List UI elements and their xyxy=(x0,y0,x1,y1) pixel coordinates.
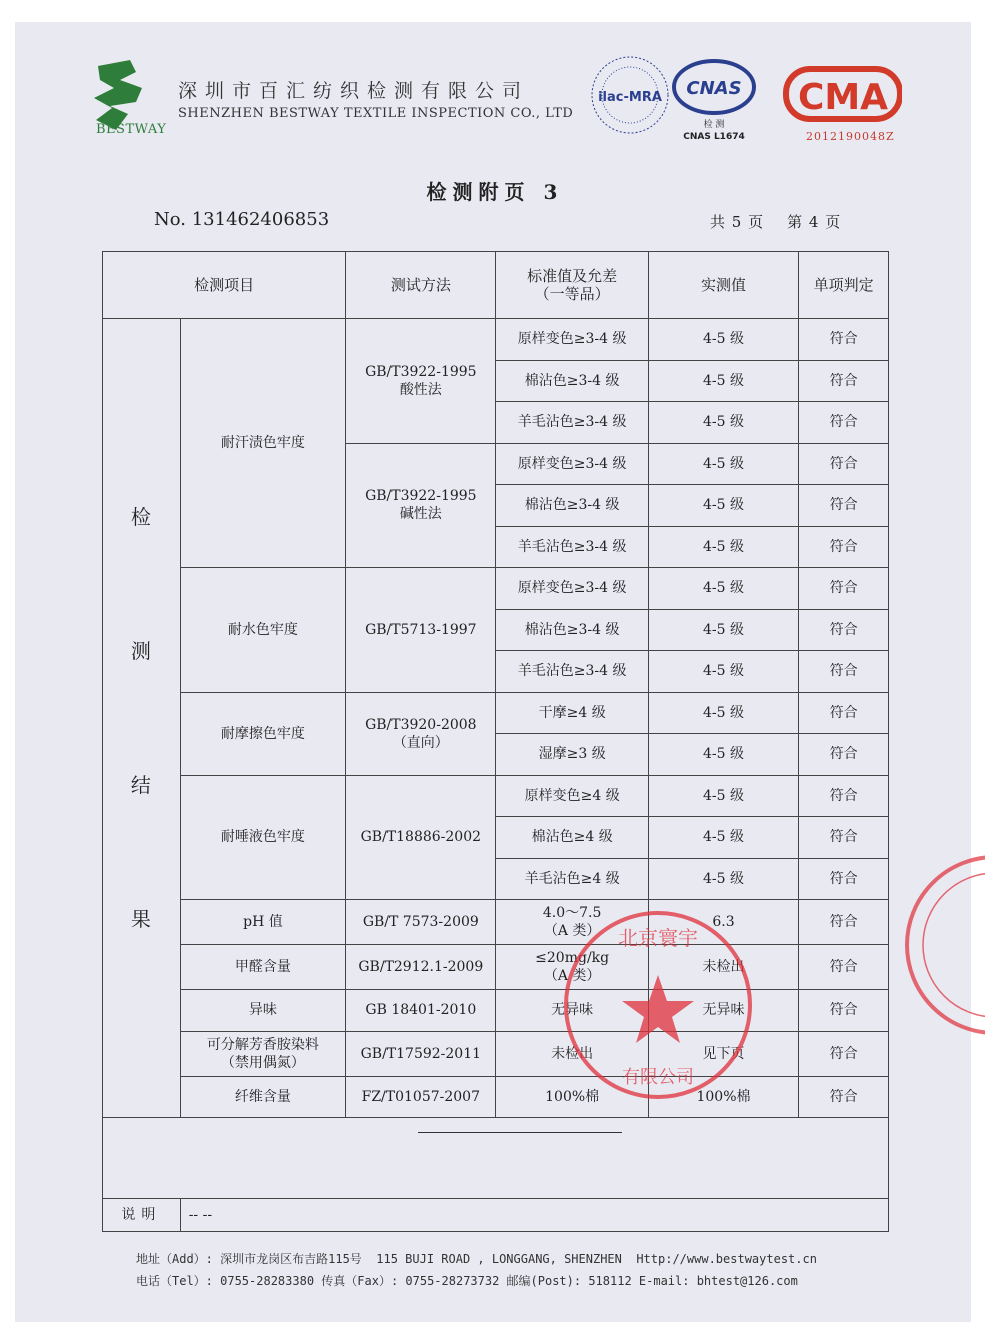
value-cell: 4-5 级 xyxy=(648,817,798,859)
section-char: 检 xyxy=(130,505,152,529)
end-divider xyxy=(418,1132,622,1133)
page-count: 共 5 页 第 4 页 xyxy=(710,213,842,231)
ilac-text: ilac-MRA xyxy=(598,90,662,105)
table-row xyxy=(103,1031,889,1076)
standard-cell: 羊毛沾色≥3-4 级 xyxy=(496,402,648,444)
header-judgement: 单项判定 xyxy=(799,252,889,319)
standard-cell: 原样变色≥4 级 xyxy=(496,775,648,817)
value-cell: 4-5 级 xyxy=(648,485,798,527)
header-item: 检测项目 xyxy=(103,252,346,319)
item-odor: 异味 xyxy=(180,990,345,1032)
value-cell: 无异味 xyxy=(648,990,798,1032)
result-cell: 符合 xyxy=(799,319,889,361)
result-cell: 符合 xyxy=(799,402,889,444)
item-azo: 可分解芳香胺染料 （禁用偶氮） xyxy=(180,1031,345,1076)
header-standard-text: 标准值及允差 （一等品） xyxy=(527,267,618,303)
section-char: 结 xyxy=(130,773,152,797)
header-standard xyxy=(496,252,648,319)
method-sweat-acid: GB/T3922-1995 酸性法 xyxy=(346,319,496,444)
standard-cell: 未检出 xyxy=(496,1031,648,1076)
standard-cell: 羊毛沾色≥3-4 级 xyxy=(496,651,648,693)
table-row xyxy=(103,1076,889,1118)
table-header-row xyxy=(103,252,889,319)
result-cell: 符合 xyxy=(799,443,889,485)
company-stamp xyxy=(548,905,768,1105)
item-saliva: 耐唾液色牢度 xyxy=(180,775,345,900)
value-cell: 6.3 xyxy=(648,900,798,945)
cnas-sub: 检 测 xyxy=(703,120,725,130)
table-row xyxy=(103,692,889,734)
value-cell: 4-5 级 xyxy=(648,319,798,361)
notes-label: 说明 xyxy=(103,1199,181,1232)
result-cell: 符合 xyxy=(799,692,889,734)
standard-cell: 100%棉 xyxy=(496,1076,648,1118)
notes-value: -- -- xyxy=(180,1199,888,1232)
item-rub: 耐摩擦色牢度 xyxy=(180,692,345,775)
table-row xyxy=(103,945,889,990)
ilac-mra-icon xyxy=(592,57,668,133)
method-odor: GB 18401-2010 xyxy=(346,990,496,1032)
table-row xyxy=(103,568,889,610)
value-cell: 4-5 级 xyxy=(648,651,798,693)
result-cell: 符合 xyxy=(799,526,889,568)
standard-cell: 棉沾色≥3-4 级 xyxy=(496,485,648,527)
standard-cell: 湿摩≥3 级 xyxy=(496,734,648,776)
value-cell: 4-5 级 xyxy=(648,609,798,651)
method-ph: GB/T 7573-2009 xyxy=(346,900,496,945)
method-sweat-alkaline: GB/T3922-1995 碱性法 xyxy=(346,443,496,568)
value-cell: 4-5 级 xyxy=(648,360,798,402)
header-measured: 实测值 xyxy=(648,252,798,319)
item-fiber: 纤维含量 xyxy=(180,1076,345,1118)
method-formaldehyde: GB/T2912.1-2009 xyxy=(346,945,496,990)
table-row xyxy=(103,319,889,361)
value-cell: 100%棉 xyxy=(648,1076,798,1118)
result-cell: 符合 xyxy=(799,858,889,900)
result-cell: 符合 xyxy=(799,734,889,776)
standard-cell: 原样变色≥3-4 级 xyxy=(496,568,648,610)
blank-row xyxy=(103,1118,889,1199)
report-number: No. 131462406853 xyxy=(154,209,330,230)
company-name-cn: 深圳市百汇纺织检测有限公司 xyxy=(178,80,530,102)
result-cell: 符合 xyxy=(799,485,889,527)
page-title: 检测附页 3 xyxy=(426,180,564,204)
section-label xyxy=(103,319,181,1118)
result-cell: 符合 xyxy=(799,360,889,402)
company-name-en: SHENZHEN BESTWAY TEXTILE INSPECTION CO., LTD xyxy=(178,106,574,121)
table-row xyxy=(103,775,889,817)
footer-address: 地址（Add）: 深圳市龙岗区布吉路115号 115 BUJI ROAD , LONGGANG, SHENZHEN Http://www.bestwaytest.cn xyxy=(136,1252,817,1266)
standard-cell: ≤20mg/kg （A 类） xyxy=(496,945,648,990)
value-cell: 未检出 xyxy=(648,945,798,990)
table-row xyxy=(103,990,889,1032)
logo-text: BESTWAY xyxy=(96,122,167,137)
table-row xyxy=(103,900,889,945)
standard-cell: 棉沾色≥3-4 级 xyxy=(496,609,648,651)
standard-cell: 羊毛沾色≥3-4 级 xyxy=(496,526,648,568)
value-cell: 4-5 级 xyxy=(648,402,798,444)
notes-row xyxy=(103,1199,889,1232)
stamp-text-top: 北京寰宇 xyxy=(618,926,698,950)
standard-cell: 无异味 xyxy=(496,990,648,1032)
result-cell: 符合 xyxy=(799,945,889,990)
cma-icon xyxy=(786,69,900,119)
standard-cell: 原样变色≥3-4 级 xyxy=(496,319,648,361)
value-cell: 4-5 级 xyxy=(648,775,798,817)
value-cell: 4-5 级 xyxy=(648,692,798,734)
value-cell: 4-5 级 xyxy=(648,734,798,776)
item-sweat: 耐汗渍色牢度 xyxy=(180,319,345,568)
standard-cell: 羊毛沾色≥4 级 xyxy=(496,858,648,900)
result-cell: 符合 xyxy=(799,609,889,651)
method-fiber: FZ/T01057-2007 xyxy=(346,1076,496,1118)
standard-cell: 棉沾色≥3-4 级 xyxy=(496,360,648,402)
value-cell: 4-5 级 xyxy=(648,858,798,900)
item-ph: pH 值 xyxy=(180,900,345,945)
section-char: 测 xyxy=(130,639,152,663)
result-cell: 符合 xyxy=(799,1076,889,1118)
method-saliva: GB/T18886-2002 xyxy=(346,775,496,900)
stamp-text-bottom: 有限公司 xyxy=(622,1067,694,1088)
footer-contact: 电话（Tel）: 0755-28283380 传真（Fax）: 0755-28273732 邮编(Post): 518112 E-mail: bhtest@126.com xyxy=(136,1274,798,1288)
blank-area xyxy=(103,1118,889,1199)
result-cell: 符合 xyxy=(799,651,889,693)
method-rub: GB/T3920-2008 （直向） xyxy=(346,692,496,775)
value-cell: 4-5 级 xyxy=(648,568,798,610)
edge-seal xyxy=(905,850,985,1040)
header-method: 测试方法 xyxy=(346,252,496,319)
result-cell: 符合 xyxy=(799,1031,889,1076)
cnas-text: CNAS xyxy=(686,78,742,99)
section-char: 果 xyxy=(130,907,152,931)
results-table xyxy=(102,251,889,1232)
item-formaldehyde: 甲醛含量 xyxy=(180,945,345,990)
standard-cell: 棉沾色≥4 级 xyxy=(496,817,648,859)
cma-text: CMA xyxy=(797,77,889,118)
value-cell: 4-5 级 xyxy=(648,443,798,485)
item-water: 耐水色牢度 xyxy=(180,568,345,693)
standard-cell: 原样变色≥3-4 级 xyxy=(496,443,648,485)
result-cell: 符合 xyxy=(799,817,889,859)
standard-cell: 干摩≥4 级 xyxy=(496,692,648,734)
result-cell: 符合 xyxy=(799,990,889,1032)
value-cell: 4-5 级 xyxy=(648,526,798,568)
method-azo: GB/T17592-2011 xyxy=(346,1031,496,1076)
result-cell: 符合 xyxy=(799,568,889,610)
cnas-code: CNAS L1674 xyxy=(683,132,745,142)
value-cell: 见下页 xyxy=(648,1031,798,1076)
result-cell: 符合 xyxy=(799,775,889,817)
method-water: GB/T5713-1997 xyxy=(346,568,496,693)
cnas-icon xyxy=(674,61,754,142)
standard-cell: 4.0～7.5 （A 类） xyxy=(496,900,648,945)
result-cell: 符合 xyxy=(799,900,889,945)
cma-number: 2012190048Z xyxy=(806,130,895,143)
